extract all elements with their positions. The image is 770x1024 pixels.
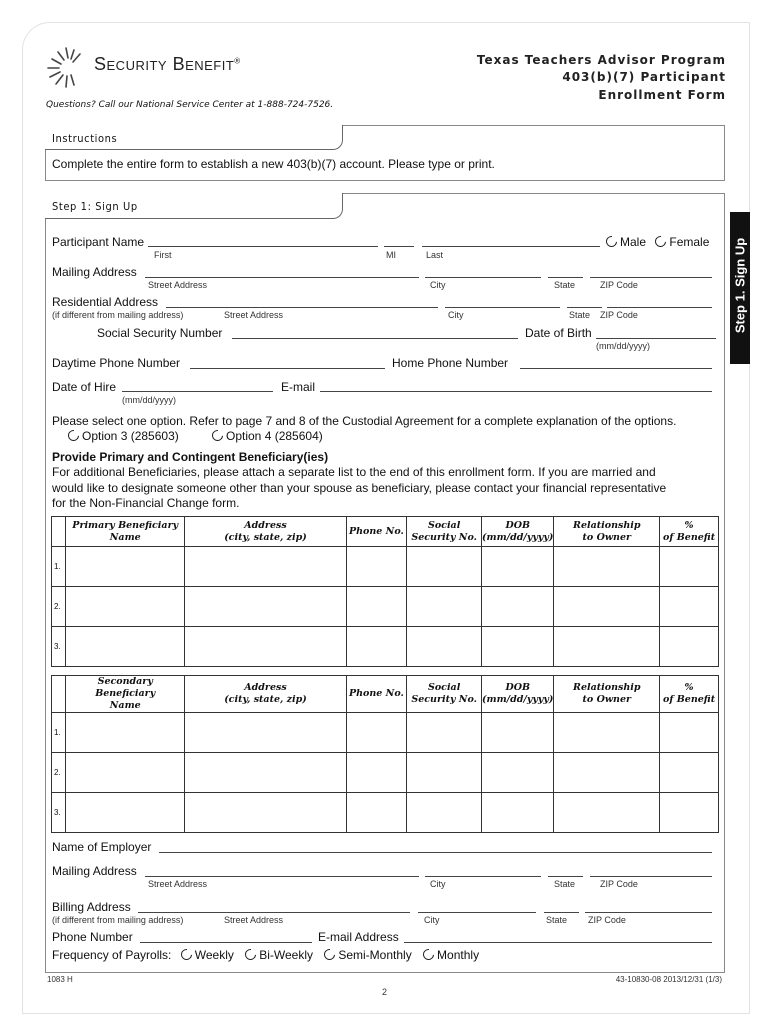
employer-state-caption: State (554, 879, 576, 889)
first-caption: First (154, 250, 172, 260)
form-id: 1083 H (47, 975, 73, 984)
male-radio[interactable] (604, 234, 619, 249)
employer-name-label: Name of Employer (52, 840, 152, 854)
primary-col-name: Primary Beneficiary Name (65, 517, 185, 547)
primary-2-name-cell[interactable] (65, 587, 185, 627)
last-name-field[interactable] (422, 246, 600, 247)
secondary-col-ssn: Social Security No. (407, 676, 482, 713)
beneficiary-text-line1: For additional Beneficiaries, please attach a separate list to the end of this enrollment form. If you are married and (52, 465, 656, 479)
state-caption: State (554, 280, 576, 290)
employer-name-field[interactable] (159, 852, 712, 853)
street-caption: Street Address (148, 280, 208, 290)
primary-col-dob: DOB (mm/dd/yyyy) (482, 517, 554, 547)
male-label: Male (620, 235, 647, 249)
employer-city-caption: City (430, 879, 446, 889)
option4-radio[interactable] (210, 428, 225, 443)
form-title-line3: Enrollment Form (598, 88, 726, 102)
primary-col-percent: % of Benefit (660, 517, 719, 547)
beneficiary-heading: Provide Primary and Contingent Beneficiary(ies) (52, 450, 329, 464)
mailing-state-field[interactable] (548, 277, 583, 278)
option-instructions: Please select one option. Refer to page 7 and 8 of the Custodial Agreement for a complete explanation of the options. (52, 414, 677, 428)
form-title-line2: 403(b)(7) Participant (562, 70, 726, 84)
billing-address-label: Billing Address (52, 900, 131, 914)
secondary-2-name-cell[interactable] (65, 753, 185, 793)
table-row: 3. (52, 627, 719, 667)
beneficiary-text-line2: would like to designate someone other than your spouse as beneficiary, please contact your financial representative (52, 481, 667, 495)
employer-phone-label: Phone Number (52, 930, 133, 944)
billing-zip-caption: ZIP Code (588, 915, 626, 925)
mailing-city-field[interactable] (425, 277, 541, 278)
city-caption: City (430, 280, 446, 290)
page-number: 2 (382, 987, 388, 997)
employer-phone-field[interactable] (140, 942, 312, 943)
primary-1-name-cell[interactable] (65, 547, 185, 587)
secondary-beneficiary-table (51, 675, 719, 833)
date-of-hire-field[interactable] (122, 391, 273, 392)
residential-state-caption: State (569, 310, 591, 320)
semimonthly-label: Semi-Monthly (338, 948, 412, 962)
residential-city-caption: City (448, 310, 464, 320)
dob-field[interactable] (596, 338, 716, 339)
residential-state-field[interactable] (567, 307, 602, 308)
last-caption: Last (426, 250, 444, 260)
billing-state-caption: State (546, 915, 568, 925)
weekly-label: Weekly (194, 948, 234, 962)
residential-zip-caption: ZIP Code (600, 310, 638, 320)
daytime-phone-field[interactable] (190, 368, 385, 369)
step1-side-tab: Step 1. Sign Up (730, 212, 750, 364)
home-phone-field[interactable] (520, 368, 712, 369)
option3-radio[interactable] (66, 428, 81, 443)
weekly-radio[interactable] (178, 947, 193, 962)
secondary-col-percent: % of Benefit (660, 676, 719, 713)
employer-zip-field[interactable] (590, 876, 712, 877)
female-label: Female (669, 235, 710, 249)
form-code: 43-10830-08 2013/12/31 (1/3) (615, 975, 722, 984)
instructions-text: Complete the entire form to establish a new 403(b)(7) account. Please type or print. (52, 157, 495, 171)
date-of-hire-label: Date of Hire (52, 380, 117, 394)
semimonthly-radio[interactable] (322, 947, 337, 962)
step1-heading: Step 1: Sign Up (52, 200, 138, 213)
primary-3-name-cell[interactable] (65, 627, 185, 667)
primary-beneficiary-table (51, 516, 719, 667)
table-row: 3. (52, 793, 719, 833)
table-row: 1. (52, 547, 719, 587)
primary-header-row (52, 517, 719, 547)
option4-choice[interactable]: Option 4 (285604) (212, 429, 323, 443)
secondary-col-dob: DOB (mm/dd/yyyy) (482, 676, 554, 713)
mailing-zip-field[interactable] (590, 277, 712, 278)
table-row: 2. (52, 753, 719, 793)
mailing-street-field[interactable] (145, 277, 419, 278)
female-radio[interactable] (653, 234, 668, 249)
residential-city-field[interactable] (445, 307, 560, 308)
beneficiary-text-line3: for the Non-Financial Change form. (52, 496, 240, 510)
billing-street-caption: Street Address (224, 915, 284, 925)
table-row: 1. (52, 713, 719, 753)
secondary-col-name: Secondary Beneficiary Name (65, 676, 185, 713)
employer-email-field[interactable] (404, 942, 712, 943)
zip-caption: ZIP Code (600, 280, 638, 290)
employer-email-label: E-mail Address (318, 930, 399, 944)
questions-phone: Questions? Call our National Service Center at 1-888-724-7526. (46, 100, 334, 110)
form-title-line1: Texas Teachers Advisor Program (476, 53, 726, 67)
gender-options (606, 235, 709, 249)
secondary-1-name-cell[interactable] (65, 713, 185, 753)
billing-state-field[interactable] (544, 912, 579, 913)
primary-col-phone: Phone No. (346, 517, 407, 547)
dob-label: Date of Birth (525, 326, 592, 340)
home-phone-label: Home Phone Number (392, 356, 509, 370)
mi-caption: MI (386, 250, 396, 260)
secondary-col-phone: Phone No. (346, 676, 407, 713)
primary-col-ssn: Social Security No. (407, 517, 482, 547)
ssn-field[interactable] (232, 338, 518, 339)
employer-city-field[interactable] (425, 876, 541, 877)
email-label: E-mail (281, 380, 316, 394)
residential-address-label: Residential Address (52, 295, 159, 309)
employer-mailing-label: Mailing Address (52, 864, 137, 878)
monthly-radio[interactable] (421, 947, 436, 962)
employer-street-caption: Street Address (148, 879, 208, 889)
logo-text: Security Benefit® (94, 54, 241, 74)
table-row: 2. (52, 587, 719, 627)
secondary-3-name-cell[interactable] (65, 793, 185, 833)
email-field[interactable] (320, 391, 712, 392)
instructions-heading: Instructions (52, 132, 118, 145)
primary-col-address: Address (city, state, zip) (185, 517, 346, 547)
secondary-col-relationship: Relationship to Owner (554, 676, 660, 713)
mi-field[interactable] (384, 246, 414, 247)
billing-if-different-caption: (if different from mailing address) (52, 915, 184, 925)
employer-state-field[interactable] (548, 876, 583, 877)
residential-street-caption: Street Address (224, 310, 284, 320)
residential-street-field[interactable] (166, 307, 438, 308)
security-benefit-logo-icon (44, 44, 90, 90)
biweekly-radio[interactable] (243, 947, 258, 962)
ssn-label: Social Security Number (97, 326, 223, 340)
billing-city-field[interactable] (418, 912, 536, 913)
mailing-address-label: Mailing Address (52, 265, 137, 279)
residential-zip-field[interactable] (607, 307, 712, 308)
payroll-frequency (52, 948, 479, 962)
hire-date-format-caption: (mm/dd/yyyy) (122, 395, 176, 405)
billing-city-caption: City (424, 915, 440, 925)
monthly-label: Monthly (437, 948, 480, 962)
employer-zip-caption: ZIP Code (600, 879, 638, 889)
primary-col-relationship: Relationship to Owner (554, 517, 660, 547)
secondary-col-address: Address (city, state, zip) (185, 676, 346, 713)
daytime-phone-label: Daytime Phone Number (52, 356, 181, 370)
biweekly-label: Bi-Weekly (259, 948, 313, 962)
billing-zip-field[interactable] (585, 912, 712, 913)
payroll-frequency-label: Frequency of Payrolls: (52, 948, 172, 962)
participant-name-label: Participant Name (52, 235, 145, 249)
employer-street-field[interactable] (145, 876, 419, 877)
option3-choice[interactable]: Option 3 (285603) (68, 429, 179, 443)
dob-format-caption: (mm/dd/yyyy) (596, 341, 650, 351)
billing-street-field[interactable] (138, 912, 410, 913)
secondary-header-row (52, 676, 719, 713)
if-different-caption: (if different from mailing address) (52, 310, 184, 320)
first-name-field[interactable] (148, 246, 378, 247)
